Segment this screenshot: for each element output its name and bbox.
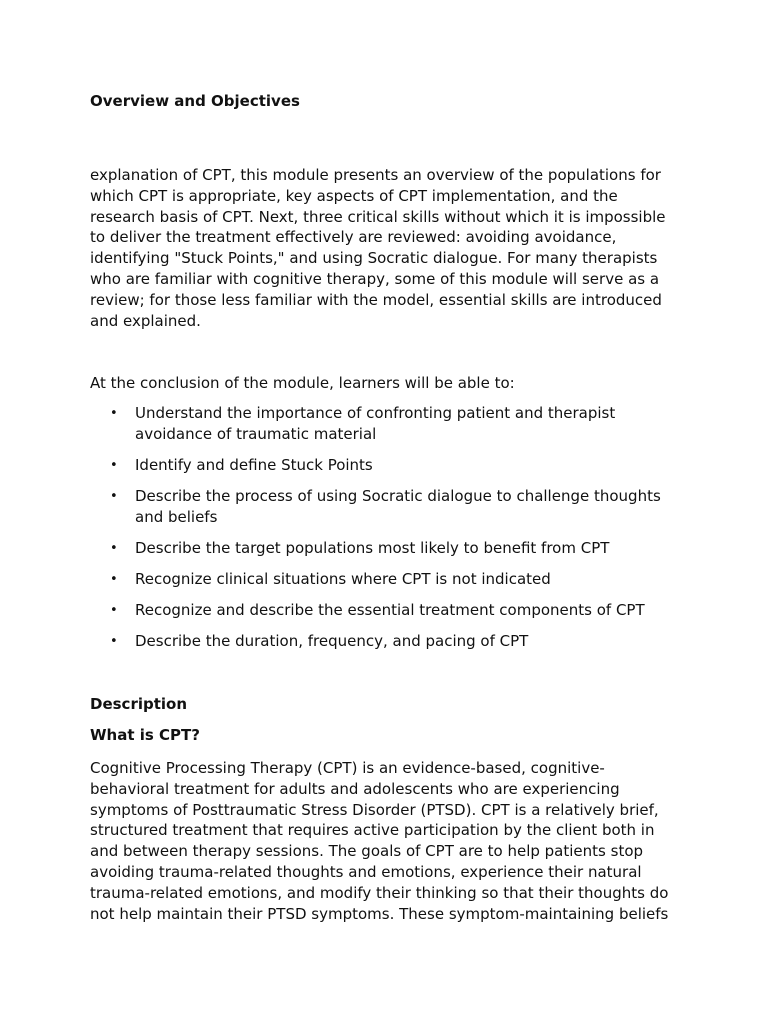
overview-heading: Overview and Objectives: [90, 92, 300, 110]
list-item: [90, 403, 680, 445]
objective-text: Understand the importance of confronting patient and therapist avoidance of traumatic material: [135, 404, 616, 443]
list-item: [90, 486, 680, 528]
bullet-icon: •: [110, 541, 118, 556]
objective-text: Describe the process of using Socratic dialogue to challenge thoughts and beliefs: [135, 487, 661, 526]
bullet-icon: •: [110, 406, 118, 421]
description-body-paragraph: Cognitive Processing Therapy (CPT) is an evidence-based, cognitive-behavioral treatment for adults and adolescents who are experiencing symptoms of Posttraumatic Stress Disorder (PTSD). CPT is a relatively brief, structured treatment that requires active participation by the client both in and between therapy sessions. The goals of CPT are to help patients stop avoiding trauma-related thoughts and emotions, experience their natural trauma-related emotions, and modify their thinking so that their thoughts do not help maintain their PTSD symptoms. These symptom-maintaining beliefs: [90, 759, 669, 923]
bullet-icon: •: [110, 458, 118, 473]
list-item: [90, 631, 680, 652]
bullet-icon: •: [110, 603, 118, 618]
bullet-icon: •: [110, 489, 118, 504]
objective-text: Describe the target populations most likely to benefit from CPT: [135, 539, 610, 557]
list-item: [90, 569, 680, 590]
objectives-lead-text: At the conclusion of the module, learners will be able to:: [90, 374, 515, 392]
bullet-icon: •: [110, 572, 118, 587]
objective-text: Identify and define Stuck Points: [135, 456, 373, 474]
what-is-cpt-subheading: What is CPT?: [90, 726, 200, 744]
list-item: [90, 538, 680, 559]
objective-text: Describe the duration, frequency, and pacing of CPT: [135, 632, 529, 650]
bullet-icon: •: [110, 634, 118, 649]
overview-intro-paragraph: explanation of CPT, this module presents an overview of the populations for which CPT is appropriate, key aspects of CPT implementation, and the research basis of CPT. Next, three critical skills without which it is impossible to deliver the treatment effectively are reviewed: avoiding avoidance, identifying "Stuck Points," and using Socratic dialogue. For many therapists who are familiar with cognitive therapy, some of this module will serve as a review; for those less familiar with the model, essential skills are introduced and explained.: [90, 166, 666, 330]
description-heading: Description: [90, 695, 188, 713]
list-item: [90, 600, 680, 621]
objectives-list: [90, 403, 680, 662]
objective-text: Recognize clinical situations where CPT is not indicated: [135, 570, 551, 588]
objective-text: Recognize and describe the essential treatment components of CPT: [135, 601, 645, 619]
list-item: [90, 455, 680, 476]
